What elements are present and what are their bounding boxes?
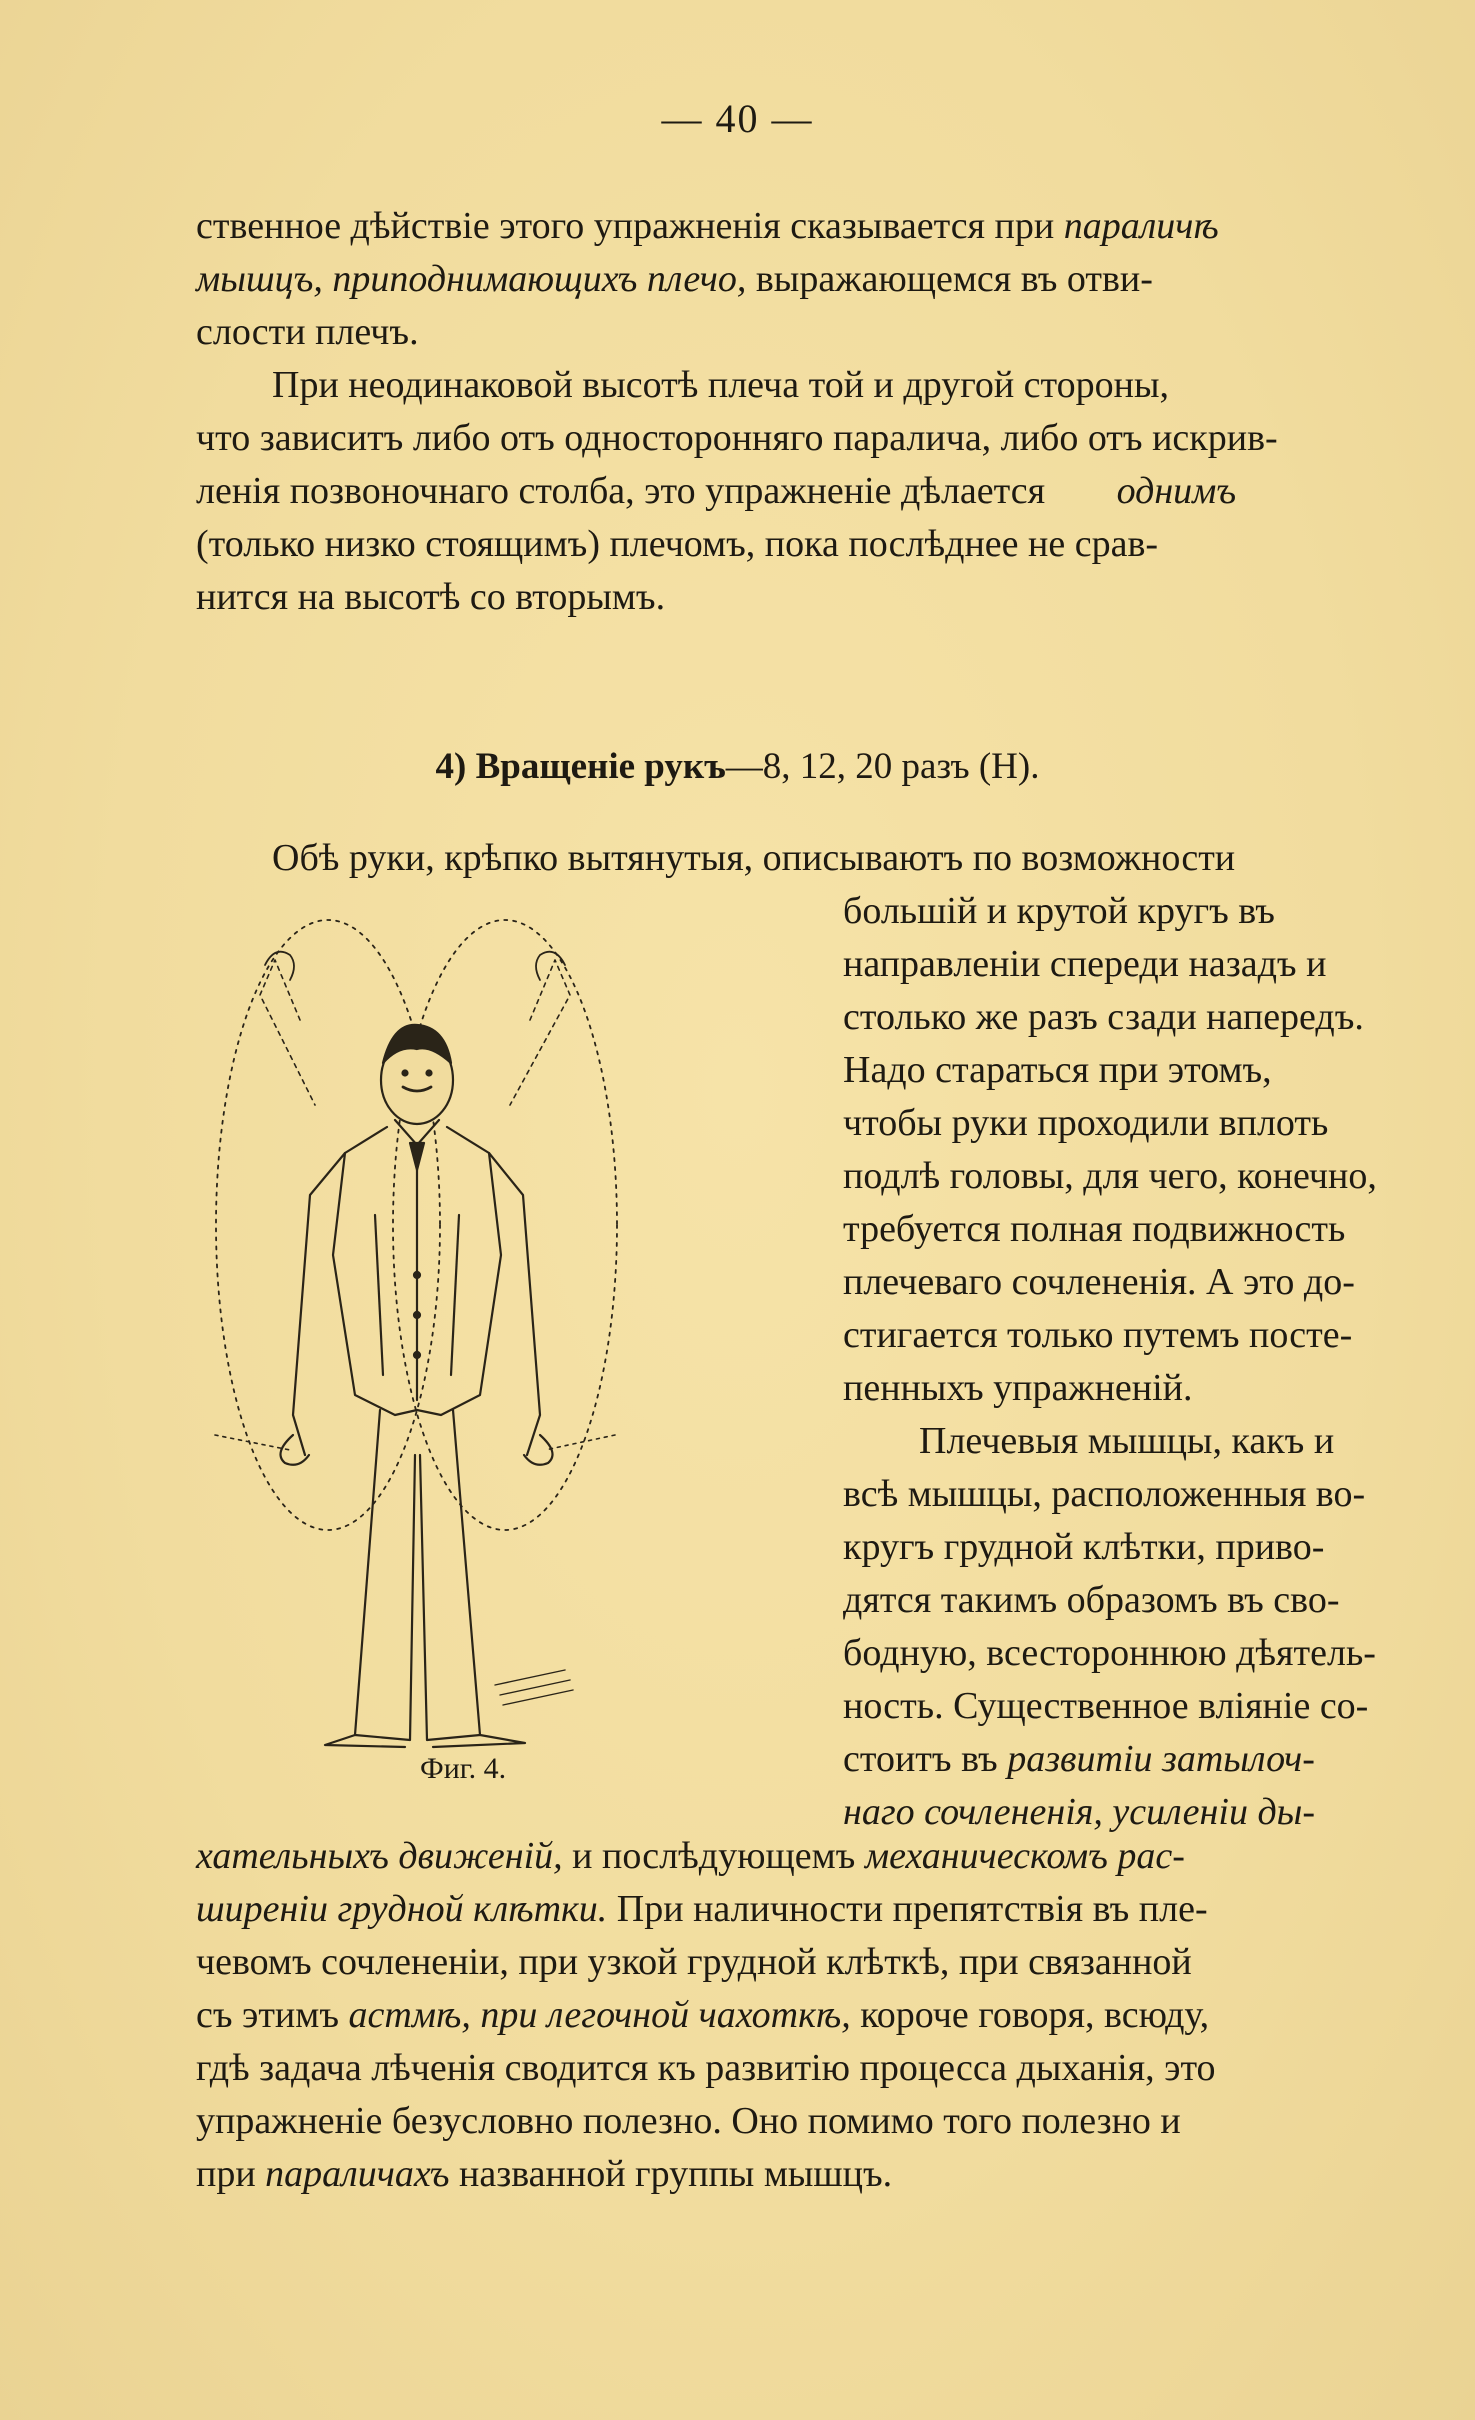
para1-line-3: [196, 306, 1475, 359]
heading-text: —8, 12, 20 разъ (Н).: [725, 746, 1040, 787]
rc-line: большій и крутой кругъ въ: [843, 890, 1275, 932]
para1-line-1: [196, 200, 1475, 253]
para2-line: (только низко стоящимъ) плечомъ, пока послѣднее не срав-: [196, 523, 1159, 565]
rc-line: дятся такимъ образомъ въ сво-: [843, 1579, 1340, 1621]
para4-italic-text: механическомъ рас-: [864, 1835, 1185, 1877]
para4-italic-text: параличахъ: [265, 2153, 450, 2195]
rc-line: Плечевыя мышцы, какъ и: [919, 1420, 1335, 1462]
rc-line: плечеваго сочлененія. А это до-: [843, 1261, 1355, 1303]
exercise-illustration: [205, 895, 715, 1795]
heading-bold-text: 4) Вращеніе рукъ: [435, 746, 726, 787]
rc-line: чтобы руки проходили вплоть: [843, 1102, 1329, 1144]
rc-line: подлѣ головы, для чего, конечно,: [843, 1155, 1377, 1197]
para1-text: ственное дѣйствіе этого упражненія сказывается при: [196, 205, 1064, 247]
para4-line: [196, 1883, 1475, 1936]
rc-text: стоитъ въ: [843, 1738, 1008, 1780]
para2-italic-text: однимъ: [1116, 470, 1237, 512]
para4-line: [196, 2095, 1475, 2148]
para4-line: [196, 2148, 1475, 2201]
figure-caption: Фиг. 4.: [420, 1752, 507, 1785]
para2-line: [196, 465, 1475, 518]
para1-text: выражающемся въ отви-: [746, 258, 1153, 300]
rc-line: ность. Существенное вліяніе со-: [843, 1685, 1369, 1727]
para4-text: гдѣ задача лѣченія сводится къ развитію процесса дыханія, это: [196, 2047, 1216, 2089]
paragraph-2: [196, 359, 1475, 624]
para4-italic-text: астмѣ, при легочной чахоткѣ,: [348, 1994, 851, 2036]
para4-line: [196, 1989, 1475, 2042]
para4-text: съ этимъ: [196, 1994, 349, 2036]
rc-line: всѣ мышцы, расположенныя во-: [843, 1473, 1366, 1515]
para2-line: что зависитъ либо отъ односторонняго паралича, либо отъ искрив-: [196, 417, 1278, 459]
rc-line: столько же разъ сзади напередъ.: [843, 996, 1364, 1038]
para1-italic-text: мышцъ, приподнимающихъ плечо,: [196, 258, 747, 300]
rc-line: пенныхъ упражненій.: [843, 1367, 1193, 1409]
paragraph-4: [196, 1830, 1475, 2201]
para4-line: [196, 2042, 1475, 2095]
para4-text: названной группы мышцъ.: [449, 2153, 893, 2195]
para2-line: нится на высотѣ со вторымъ.: [196, 576, 666, 618]
rc-line: требуется полная подвижность: [843, 1208, 1346, 1250]
para4-text: короче говоря, всюду,: [850, 1994, 1210, 2036]
para4-line: [196, 1936, 1475, 1989]
rc-line: бодную, всестороннюю дѣятель-: [843, 1632, 1376, 1674]
para4-text: упражненіе безусловно полезно. Оно помимо того полезно и: [196, 2100, 1181, 2142]
para4-text: При наличности препятствія въ пле-: [607, 1888, 1208, 1930]
paragraph-3-first-line: [196, 832, 1475, 885]
section-heading: [0, 745, 1475, 788]
rc-line: кругъ грудной клѣтки, приво-: [843, 1526, 1325, 1568]
para2-line: При неодинаковой высотѣ плеча той и другой стороны,: [272, 364, 1170, 406]
rc-line: стигается только путемъ посте-: [843, 1314, 1353, 1356]
para4-italic-text: ширеніи грудной клѣтки.: [196, 1888, 608, 1930]
para2-text: ленія позвоночнаго столба, это упражненіе дѣлается: [196, 470, 1046, 512]
para1-line-2: [196, 253, 1475, 306]
paragraph-1: [196, 200, 1475, 359]
rc-line: направленіи спереди назадъ и: [843, 943, 1327, 985]
right-column-text: [843, 885, 1475, 1839]
para4-text: чевомъ сочлененіи, при узкой грудной клѣткѣ, при связанной: [196, 1941, 1192, 1983]
rc-line: наго сочлененія, усиленіи ды-: [843, 1791, 1316, 1833]
para1-text: слости плечъ.: [196, 311, 419, 353]
para1-italic-text: параличѣ: [1063, 205, 1219, 247]
page-number: — 40 —: [661, 96, 814, 141]
para4-line: [196, 1830, 1475, 1883]
para4-text: и послѣдующемъ: [562, 1835, 865, 1877]
para3-line: Обѣ руки, крѣпко вытянутыя, описываютъ по возможности: [272, 837, 1236, 879]
para4-text: при: [196, 2153, 266, 2195]
rc-line: [843, 1733, 1475, 1786]
rc-italic-text: развитіи затылоч-: [1007, 1738, 1315, 1780]
rc-line: Надо стараться при этомъ,: [843, 1049, 1272, 1091]
para4-italic-text: хательныхъ движеній,: [196, 1835, 563, 1877]
